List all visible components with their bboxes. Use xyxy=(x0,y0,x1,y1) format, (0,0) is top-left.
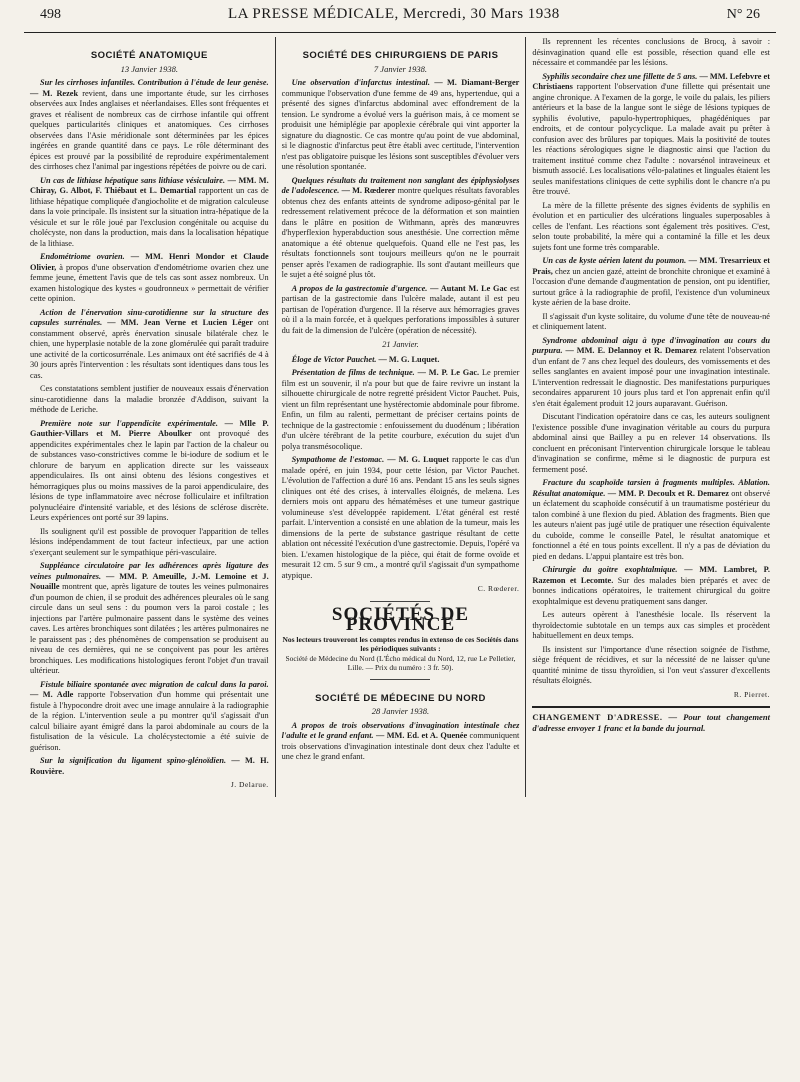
article xyxy=(30,384,269,416)
divider xyxy=(370,679,430,680)
article-author: — M. Adle xyxy=(30,690,74,699)
article-body: Le premier film est un souvenir, il n'a pour but que de faire revivre un instant la silhouette chirurgicale de notre regretté président Victor Pauchet. Puis, vient un film représentant une hystérectomie abdominale pour fibrome. Enfin, un film au ralenti, permettant de préciser certains points de technique de la gastrectomie : enfouissement du duodénum ; libération d'un ulcère térébrant de la petite courbure, exécution du sujet d'un polya transmésocolique. xyxy=(281,368,520,451)
signature: J. Delarue. xyxy=(230,780,269,789)
change-heading: CHANGEMENT D'ADRESSE. xyxy=(532,712,663,722)
article-author: — MM. Jean Verne et Lucien Léger xyxy=(107,318,253,327)
article xyxy=(532,412,770,475)
article-author: — M. Rezek xyxy=(30,88,79,98)
article xyxy=(532,645,770,687)
article xyxy=(282,176,520,281)
article xyxy=(532,72,770,198)
article-body: montrent que, après ligature de toutes les veines pulmonaires d'un poumon de chien, il se produit des adhérences pleurales où le sang circule dans un seul sens : du poumon vers la paroi costale ; les injections par l'artère pulmonaire passent dans le système des veines caves. Les artères bronchiques sont dilatées ; les artères pulmonaires ne le paraissent pas ; des phénomènes de compensation se produisent au niveau de ces dernières, qui ne se conçoivent pas pour les artères bronchiques. Les modifications histologiques feront l'objet d'un travail ultérieur. xyxy=(30,582,269,675)
article-body: chez un ancien gazé, atteint de bronchite chronique et examiné à l'occasion d'une demande d'augmentation de pension, ont pu identifier, surtout grâce à la radiographie de profil, l'existence d'un volumineux kyste aérien de la base droite. xyxy=(532,266,770,307)
article-body: à propos d'une observation d'endométriome ovarien chez une femme jeune, émettent l'avis que de tels cas sont assez nombreux. Un examen histologique des kystes « goudronneux » permettait de vérifier cette opinion. xyxy=(30,262,269,303)
article-author: — MM. Tresarrieux et Prais, xyxy=(532,256,771,276)
article-author: — MM. Ed. et A. Quenée xyxy=(376,731,468,740)
article-title: Endométriome ovarien. xyxy=(40,252,125,261)
article-body: rapporte le cas d'un malade opéré, en juin 1934, pour cette lésion, par Victor Pauchet. L'évolution de l'affection a duré 16 ans. Pendant 15 ans les seuls signes cliniques ont été des crises, à intervalles éloignés, de melæna. Les derniers mois ont apparu des hématémèses et une tumeur gastrique volumineuse s'est développée rapidement. L'état général est resté parfait. L'intervention a consisté en une ablation de la tumeur, mais les dimensions de la perte de substance gastrique résultant de cette ablation ont nécessité l'exécution d'une gastrectomie. Depuis, l'opéré va bien. L'examen histologique de la pièce, qui était de forme ovoïde et mesurait 12 cm. 5 sur 9 cm., a montré qu'il s'agissait d'un sympathome atypique. xyxy=(281,455,520,580)
page-header xyxy=(24,6,776,28)
article xyxy=(282,78,520,173)
article-author: — MM. P. Ameuille, J.-M. Lemoine et J. Nouaille xyxy=(30,571,269,591)
article-body: montre quelques résultats favorables obtenus chez des enfants atteints de syndrome adiposo-génital par le redressement relativement précoce de la déformation et son maintien dans le plâtre en position de Withmann, après des manœuvres d'hyperflexion hyperabduction sous anesthésie. Une correction même anatomique a été obtenue quelquefois. Quand elle ne l'est pas, les résultats fonctionnels sont toujours meilleurs qu'on ne le pourrait penser après l'examen de radiographie. Ils sont d'autant meilleurs que le sujet a été soigné plus tôt. xyxy=(281,186,520,279)
address-change-notice xyxy=(532,706,770,734)
page-number: 498 xyxy=(40,7,61,22)
article-title: Première note sur l'appendicite expérimentale. xyxy=(40,418,218,428)
article-title: Présentation de films de technique. xyxy=(291,368,415,377)
article-author: — MM. M. Chiray, G. Albot, F. Thiébaut et L. Demartial xyxy=(30,175,269,195)
article-title: Syphilis secondaire chez une fillette de 5 ans. xyxy=(542,71,698,81)
article-title: Chirurgie du goitre exophtalmique. xyxy=(542,565,678,574)
article xyxy=(532,478,770,562)
article xyxy=(30,252,269,305)
article xyxy=(30,176,269,250)
article-author: — MM. P. Decoulx et R. Demarez xyxy=(607,488,729,498)
article xyxy=(532,565,770,607)
article-body: Discutant l'indication opératoire dans ce cas, les auteurs soulignent l'existence possible d'une invagination véritable au cours du purpura abdominal ainsi que Bailley a pu en relever 14 observations. Ils concluent en préconisant l'intervention chirurgicale lorsque le tableau d'invagination se confirme, même si le diagnostic de purpura est fermement posé. xyxy=(532,412,770,474)
change-body: — Pour tout changement d'adresse envoyer 1 franc et la bande du journal. xyxy=(532,712,770,733)
article-body: La mère de la fillette présente des signes évidents de syphilis en évolution et en particulier des ulcérations linguales superposables à celles de l'enfant. Les réactions sont également très positives. C'est, selon toute probabilité, la mère qui a contaminé la fille et les deux sujets font une forme très comparable. xyxy=(532,200,770,252)
article xyxy=(30,527,269,559)
article-author: — Mlle P. Gauthier-Villars et M. Pierre Aboulker xyxy=(30,418,269,438)
province-title: SOCIÉTÉS DE PROVINCE xyxy=(331,603,470,635)
columns xyxy=(24,37,776,797)
article-title: Sur la signification du ligament spino-glénoïdien. xyxy=(40,756,227,765)
article xyxy=(532,256,770,309)
article-author: — MM. Lefebvre et Christiaens xyxy=(532,71,771,91)
article-title: Un cas de lithiase hépatique sans lithiase vésiculaire. xyxy=(40,175,226,185)
article-body: ont constamment observé, après énervation sinusale bilatérale chez le chien, une hyperplasie notable de la zone glomérulée qui paraît traduire une activité de la corticosurrénale. Les animaux ont été sacrifiés de 4 à 30 jours après l'intervention : les résultats sont identiques dans tous les cas. xyxy=(30,318,269,380)
article-body: ont provoqué des appendicites expérimentales chez le lapin par l'action de la chaleur ou de substances vaso-constrictives comme le bi-iodure de sodium et le chlorure de baryum en application directe sur les vaisseaux appendiculaires. Ils ont ainsi obtenu des lésions congestives et hémorragiques plus ou moins massives de la paroi appendiculaire, des lésions de type inflammatoire avec nécrose folliculaire et infiltration polynucléaire d'intensité variable, et des lésions de sclérose discrète. Leurs expériences ont porté sur 39 lapins. xyxy=(30,429,269,522)
section-title: SOCIÉTÉ DE MÉDECINE DU NORD xyxy=(315,692,486,704)
article xyxy=(30,680,269,754)
article-body: est partisan de la gastrectomie dans l'ulcère malade, autant il est peu partisan de l'opération d'urgence. Il la réserve aux hémorragies graves où il a la main forcée, et à quelques perforations impossibles à suturer du fait de la dimension de l'ulcère (opération de nécessité). xyxy=(281,283,520,335)
article-title: A propos de la gastrectomie d'urgence. xyxy=(291,283,428,293)
article-title: Suppléance circulatoire par les adhérences après ligature des veines pulmonaires. xyxy=(30,561,269,581)
section-title: SOCIÉTÉ DES CHIRURGIENS DE PARIS xyxy=(302,50,499,61)
article-body: Ces constatations semblent justifier de nouveaux essais d'énervation sinu-carotidienne dans la maladie bronzée d'Addison, suivant la méthode de Leriche. xyxy=(30,384,269,414)
article-author: — M. G. Luquet. xyxy=(378,354,440,364)
article-body: rapportent l'observation d'une fillette qui présentait une angine chronique. A l'examen de la gorge, le voile du palais, les piliers antérieurs et la base de la langue sont le siège de lésions typiques de syphilis évolutive, papulo-hypertrophiques, phagédéniques par endroits, et de contour polycyclique. La malade avait pu prêter à confusion avec des brûlures par topiques. Mais la positivité de toutes les réactions sérologiques signe le diagnostic ainsi que l'action du traitement institué comme chez l'adulte : novarsénol intraveineux et bismuth associé. Les localisations vélo-palatines et linguales étaient les seules manifestations cliniques de cette syphilis dont le chancre n'a pu être trouvé. xyxy=(532,82,770,196)
article-title: Quelques résultats du traitement non sanglant des épiphysiolyses de l'adolescence. xyxy=(281,175,520,195)
notice-reference: Société de Médecine du Nord (L'Écho médical du Nord, 12, rue Le Pelletier, Lille. — Prix du numéro : 3 fr. 50). xyxy=(285,653,516,672)
article xyxy=(282,721,520,763)
article-body: Ils insistent sur l'importance d'une résection soignée de l'isthme, siège fréquent de récidives, et sur la nécessité de ne laisser qu'une quantité minime de tissu thyroïdien, si l'on veut s'assurer d'excellents résultats éloignés. xyxy=(532,644,770,685)
article xyxy=(532,312,770,333)
header-rule xyxy=(24,32,776,33)
article-author: — MM. E. Delannoy et R. Demarez xyxy=(565,346,697,355)
article-body: rapporte l'observation d'un homme qui présentait une fistule à l'hypocondre droit avec une image annulaire à la radiographie de la région. L'intervention seule a pu montrer qu'il s'agissait d'un calcul biliaire ayant émigré dans la paroi abdominale au cours de la fistulisation de la vésicule. La cholécystectomie a été suivie de guérison. xyxy=(30,690,269,752)
article-author: — Autant M. Le Gac xyxy=(430,283,508,293)
article-body: rapportent un cas de lithiase hépatique compliquée d'angiocholite et de migration calculeuse dans la voie principale. Ils insistent sur la situation intra-hépatique de la vésicule et sur le rôle joué par l'exclusion congénitale ou acquise du cholécyste, non dans la production, mais dans la localisation hépatique de la lithiase. xyxy=(30,186,269,248)
article-title: Syndrome abdominal aigu à type d'invagination au cours du purpura. xyxy=(532,335,770,355)
article xyxy=(532,610,770,642)
article-author: — M. G. Luquet xyxy=(387,455,449,464)
article xyxy=(532,201,770,254)
issue-number: N° 26 xyxy=(726,7,760,22)
article xyxy=(30,308,269,382)
divider xyxy=(370,601,430,602)
article-title: A propos de trois observations d'invagination intestinale chez l'adulte et le grand enfant. xyxy=(281,720,520,740)
article-title: Une observation d'infarctus intestinal. xyxy=(291,78,430,87)
article-title: Fracture du scaphoïde tarsien à fragments multiples. Ablation. Résultat anatomique. xyxy=(532,478,770,498)
article xyxy=(282,284,520,337)
article xyxy=(532,336,770,410)
article-title: Sur les cirrhoses infantiles. Contribution à l'étude de leur genèse. xyxy=(40,78,269,87)
section-date: 28 Janvier 1938. xyxy=(371,706,430,716)
article xyxy=(282,455,520,581)
article xyxy=(30,561,269,677)
article-body: communique l'observation d'une femme de 49 ans, hypertendue, qui a présenté des signes d'infarctus abdominal avec effondrement de la tension. Le syndrome a évolué vers la guérison mais, à ce moment se produisit une hémiplégie par apoplexie cérébrale qui vint apporter la signature du diagnostic. Ce cas montre qu'au point de vue abdominal, si le diagnostic d'infarctus peut être établi avec certitude, l'intervention n'est pas obligatoire puisque les lésions sont susceptibles d'évoluer vers une résolution spontanée. xyxy=(281,88,520,171)
section-subdate: 21 Janvier. xyxy=(382,340,419,349)
article-body: Les auteurs opèrent à l'anesthésie locale. Ils réservent la thyroïdectomie subtotale en un temps aux cas simples et procèdent habituellement en deux temps. xyxy=(532,610,770,640)
column-1 xyxy=(24,37,275,797)
article-body: Ils soulignent qu'il est possible de provoquer l'apparition de telles lésions indépendamment de tout facteur infectieux, par une action s'exerçant seulement sur le sympathique péri-vasculaire. xyxy=(30,526,269,557)
article-author: — M. Diamant-Berger xyxy=(434,78,520,87)
article-body: revient, dans une importante étude, sur les cirrhoses observées aux Indes anglaises et néerlandaises. Elles sont fréquentes et graves et réalisent de nombreux cas de cirrhose infantile qui offrent quelques particularités cliniques et anatomiques. Ces cirrhoses observées dans l'Asie méridionale sont déterminées par les épices ingérées en grande quantité dans ce pays. Le rôle déterminant des épices est prouvé par la possibilité de reproduire expérimentalement des cirrhoses chez l'animal par ingestions répétées de poivre ou de cari. xyxy=(30,88,269,171)
article-body: Sur des malades bien préparés et avec de bonnes indications opératoires, le traitement chirurgical du goitre exophtalmique est devenu pratiquement sans danger. xyxy=(532,575,771,606)
article xyxy=(30,419,269,524)
article-author: — MM. Henri Mondor et Claude Olivier, xyxy=(30,252,269,272)
section-title: SOCIÉTÉ ANATOMIQUE xyxy=(90,50,208,61)
section-date: 13 Janvier 1938. xyxy=(120,63,179,74)
column-3 xyxy=(525,37,776,797)
article-continuation: Ils reprennent les récentes conclusions de Brocq, à savoir : désinvagination quand elle est possible, résection quand elle est nécessaire et commandée par les lésions. xyxy=(532,37,770,67)
article-body: communiquent trois observations d'invagination intestinale dont deux chez l'adulte et une chez le grand enfant. xyxy=(281,731,520,761)
article-title: Sympathome de l'estomac. xyxy=(291,455,385,464)
article-author: — M. P. Le Gac. xyxy=(417,368,480,377)
article-author: — MM. Lambret, P. Razemon et Lecomte. xyxy=(532,565,771,585)
notice-text: Nos lecteurs trouveront les comptes rendus in extenso de ces Sociétés dans les périodiques suivants : xyxy=(282,634,519,653)
masthead: LA PRESSE MÉDICALE, Mercredi, 30 Mars 1938 xyxy=(227,6,560,22)
signature: C. Rœderer. xyxy=(477,584,520,593)
article xyxy=(30,756,269,777)
article-title: Éloge de Victor Pauchet. xyxy=(291,354,377,364)
article-title: Un cas de kyste aérien latent du poumon. xyxy=(542,256,687,265)
section-date: 7 Janvier 1938. xyxy=(373,63,428,74)
article-body: Il s'agissait d'un kyste solitaire, du volume d'une tête de nouveau-né et cliniquement latent. xyxy=(532,311,770,331)
notice xyxy=(282,635,520,673)
article-title: Action de l'énervation sinu-carotidienne sur la structure des capsules surrénales. xyxy=(30,307,269,327)
column-2 xyxy=(275,37,526,797)
article-title: Fistule biliaire spontanée avec migration de calcul dans la paroi. xyxy=(40,679,269,689)
signature: R. Pierret. xyxy=(733,689,770,699)
article-author: — M. Rœderer xyxy=(341,186,396,195)
article xyxy=(282,368,520,452)
article-body: relatent l'observation d'un enfant de 7 ans chez lequel des douleurs, des vomissements et des selles sanglantes en avaient imposé pour une invagination intestinale. L'intervention redressait le diagnostic. Des manifestations purpuriques secondaires apparurent 10 jours plus tard et l'on apprenait enfin qu'il s'en était également produit 12 jours auparavant. Guérison. xyxy=(532,346,771,408)
article xyxy=(282,355,520,366)
article xyxy=(30,78,269,173)
article-author: — M. H. Rouvière. xyxy=(30,756,269,776)
article-body: ont observé un éclatement du scaphoïde consécutif à un traumatisme postérieur du talon combiné à une flexion du pied. Ablation des fragments. Bien que les auteurs n'aient pas jugé utile de pratiquer une résection équivalente du cuboïde, comme le conseille Patel, le résultat anatomique et fonctionnel a été en tous points excellent. Il n'y a pas de déviation du pied en dedans. L'appui plantaire est très bon. xyxy=(532,488,771,561)
